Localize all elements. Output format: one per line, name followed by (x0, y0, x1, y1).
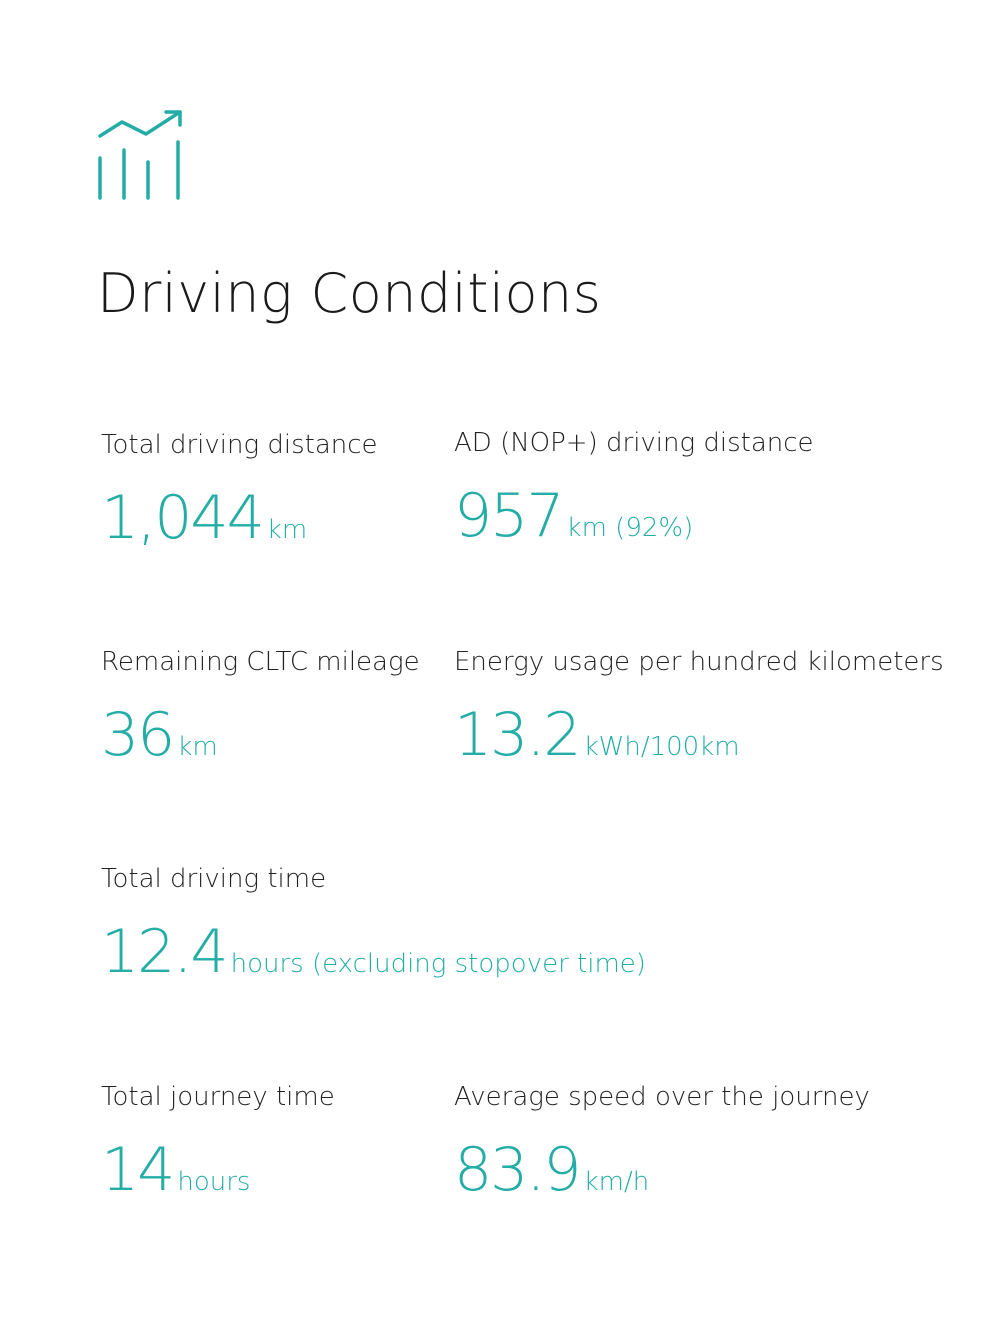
stat-total-driving-time (101, 864, 646, 987)
stat-value-row (101, 700, 218, 770)
stat-label: Total driving distance (101, 430, 378, 460)
trend-chart-icon (96, 106, 188, 204)
stat-value: 1,044 (101, 483, 263, 553)
stat-label: Total driving time (101, 864, 327, 894)
stat-value-row (101, 483, 308, 553)
stat-value: 83.9 (454, 1135, 580, 1205)
stat-value: 14 (101, 1135, 174, 1205)
stat-value-row (454, 700, 740, 770)
stat-label: Remaining CLTC mileage (101, 647, 420, 677)
stat-unit: km (177, 732, 218, 762)
stat-label: Total journey time (101, 1082, 335, 1112)
stat-remaining-cltc-mileage (101, 647, 420, 770)
stat-unit: km (92%) (566, 513, 694, 543)
stat-label: Energy usage per hundred kilometers (454, 647, 944, 677)
stat-total-driving-distance (101, 430, 378, 553)
page-title: Driving Conditions (97, 262, 602, 325)
stat-value: 12.4 (101, 917, 227, 987)
stat-energy-usage (454, 647, 944, 770)
stat-unit: kWh/100km (583, 732, 740, 762)
stat-total-journey-time (101, 1082, 335, 1205)
stat-label: Average speed over the journey (454, 1082, 870, 1112)
stat-unit: km (266, 515, 308, 545)
stat-value-row (454, 481, 694, 551)
stat-average-speed (454, 1082, 870, 1205)
stat-value: 36 (101, 700, 174, 770)
stat-unit: hours (excluding stopover time) (230, 949, 646, 979)
stat-label: AD (NOP+) driving distance (454, 428, 814, 458)
stat-unit: km/h (583, 1167, 650, 1197)
stat-ad-driving-distance (454, 428, 814, 551)
stat-value: 13.2 (454, 700, 580, 770)
stat-value: 957 (454, 481, 563, 551)
stat-value-row (101, 1135, 251, 1205)
stat-value-row (454, 1135, 650, 1205)
stat-value-row (101, 917, 646, 987)
stat-unit: hours (177, 1167, 251, 1197)
